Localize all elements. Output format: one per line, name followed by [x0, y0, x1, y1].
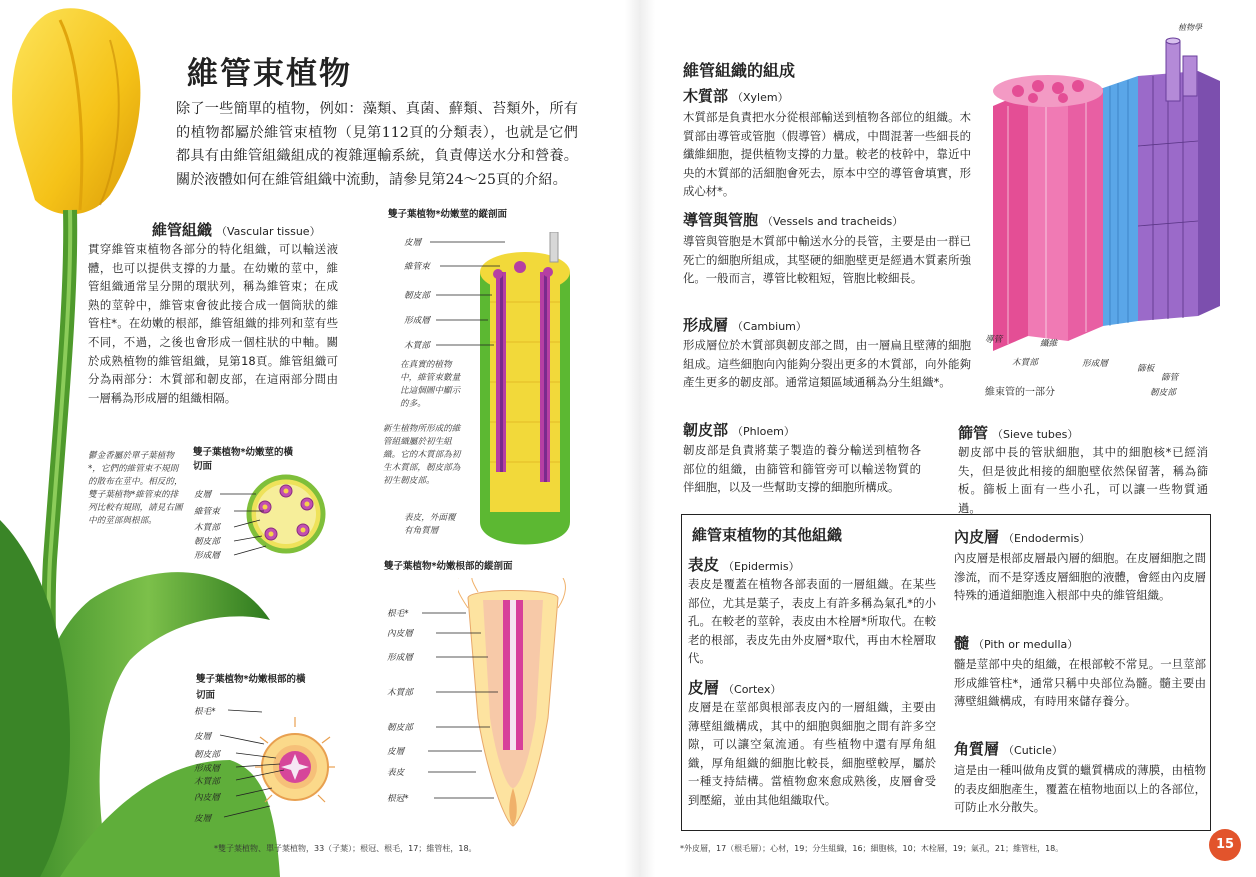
epidermis-body: 表皮是覆蓋在植物各部表面的一層組織。在某些部位，尤其是葉子，表皮上有許多稱為氣孔*的小孔。在較老的莖幹，表皮由木栓層*所取代。在較老的根部，表皮先由外皮層*取代，再由木栓層取代。 — [688, 577, 936, 666]
xylem-heading — [683, 85, 789, 106]
root-cross-leaders — [214, 706, 294, 826]
cambium-title: 形成層 — [683, 316, 729, 334]
stem-long-label-1: 皮層 — [404, 238, 422, 248]
cuticle-title: 角質層 — [954, 740, 1000, 758]
root-long-label-8: 根冠* — [387, 794, 409, 804]
stem-long-note-3: 表皮，外面覆有角質層 — [404, 513, 456, 536]
diagram-label-7: 韌皮部 — [1150, 388, 1176, 398]
root-cross-label-5: 木質部 — [194, 777, 220, 787]
diagram-label-3: 木質部 — [1012, 358, 1038, 368]
composition-title: 維管組織的組成 — [683, 61, 796, 80]
vascular-bundle-diagram — [988, 36, 1228, 366]
stem-cross-label-4: 韌皮部 — [194, 537, 220, 547]
cortex-heading — [688, 676, 781, 698]
stem-long-label-3: 韌皮部 — [404, 291, 430, 301]
xylem-title-en: （Xylem） — [732, 91, 789, 104]
stem-cross-leaders — [212, 490, 272, 560]
stem-long-leaders — [430, 238, 510, 348]
vessels-title: 導管與管胞 — [683, 211, 759, 229]
cortex-body: 皮層是在莖部與根部表皮內的一層組織，主要由薄壁組織構成，其中的細胞與細胞之間有許多空隙，可以讓空氣流通。有些植物中還有厚角組織，厚角組織的細胞比較長，細胞壁較厚，屬於一種支持結構。當植物愈來愈成熟後，皮層會受到壓縮，並由其他組織取代。 — [688, 700, 936, 807]
stem-cross-label-5: 形成層 — [194, 551, 220, 561]
epidermis-title-en: （Epidermis） — [723, 560, 800, 573]
stem-long-caption: 雙子葉植物*幼嫩莖的縱剖面 — [388, 209, 507, 220]
sieve-title-en: （Sieve tubes） — [992, 428, 1079, 441]
vessels-body: 導管與管胞是木質部中輸送水分的長管，主要是由一群已死亡的細胞所組成，其堅硬的細胞壁更是經過木質素所強化。一般而言，導管比較粗短，管胞比較細長。 — [683, 234, 971, 286]
stem-cross-caption: 雙子葉植物*幼嫩莖的橫切面 — [193, 447, 293, 472]
cuticle-body: 這是由一種叫做角皮質的蠟質構成的薄膜，由植物的表皮細胞產生，覆蓋在植物地面以上的各部位，可防止水分散失。 — [954, 763, 1206, 815]
sieve-body: 韌皮部中長的管狀細胞，其中的細胞核*已經消失，但是彼此相接的細胞壁依然保留著，稱為篩板。篩板上面有一些小孔，可以讓一些物質通過。 — [958, 445, 1208, 515]
vessels-heading — [683, 209, 903, 230]
epidermis-title: 表皮 — [688, 556, 720, 574]
cambium-heading — [683, 314, 807, 335]
root-long-label-3: 形成層 — [387, 653, 413, 663]
root-long-label-2: 內皮層 — [387, 629, 413, 639]
vascular-title-en: （Vascular tissue） — [216, 225, 321, 238]
tulip-note: 鬱金香屬於單子葉植物*，它們的維管束不規則的散布在莖中。相反的，雙子葉植物*維管束的排列比較有規則，請見右圖中的莖部與根部。 — [88, 451, 183, 526]
root-long-label-4: 木質部 — [387, 688, 413, 698]
stem-long-label-2: 維管束 — [404, 262, 430, 272]
header-tag: 植物學 — [1178, 23, 1202, 32]
section-heading-vascular — [152, 219, 321, 240]
diagram-label-5: 篩板 — [1137, 364, 1155, 374]
pith-title: 髓 — [954, 634, 970, 652]
right-footnote: *外皮層，17（根毛層）；心材，19；分生組織，16；細胞核，10；木栓層，19；氣孔，21；維管柱，18。 — [680, 844, 1064, 853]
pith-body: 髓是莖部中央的組織，在根部較不常見。一旦莖部形成維管柱*，通常只稱中央部位為髓。髓主要由薄壁組織構成，有時用來儲存養分。 — [954, 657, 1206, 709]
box-title: 維管束植物的其他組織 — [692, 526, 843, 544]
sieve-title: 篩管 — [958, 424, 989, 442]
diagram-label-6: 篩管 — [1161, 373, 1179, 383]
endodermis-heading — [954, 526, 1090, 547]
root-long-caption: 雙子葉植物*幼嫩根部的縱剖面 — [384, 561, 513, 572]
cuticle-heading — [954, 738, 1063, 759]
cambium-title-en: （Cambium） — [732, 320, 807, 333]
endodermis-title: 內皮層 — [954, 528, 1000, 546]
diagram-caption: 維束管的一部分 — [985, 387, 1055, 398]
stem-cross-label-2: 維管束 — [194, 507, 220, 517]
page-gutter — [625, 0, 655, 877]
vessels-title-en: （Vessels and tracheids） — [762, 215, 904, 228]
diagram-label-1: 導管 — [985, 335, 1003, 345]
cuticle-title-en: （Cuticle） — [1003, 744, 1063, 757]
phloem-title-en: （Phloem） — [732, 425, 795, 438]
root-long-label-7: 表皮 — [387, 768, 405, 778]
vascular-title: 維管組織 — [152, 221, 213, 239]
root-cross-label-3: 韌皮部 — [194, 750, 220, 760]
cortex-title: 皮層 — [688, 679, 720, 697]
endodermis-body: 內皮層是根部皮層最內層的細胞。在皮層細胞之間滲流，而不是穿透皮層細胞的液體，會經由內皮層特殊的通道細胞進入根部中央的維管組織。 — [954, 551, 1206, 603]
root-long-label-6: 皮層 — [387, 747, 405, 757]
intro-paragraph: 除了一些簡單的植物，例如：藻類、真菌、蘚類、苔類外，所有的植物都屬於維管束植物（見第112頁的分類表），也就是它們都具有由維管組織組成的複雜運輸系統，負責傳送水分和營養。關於液體如何在維管組織中流動，請參見第24～25頁的介紹。 — [176, 101, 578, 188]
root-cross-label-1: 根毛* — [194, 707, 216, 717]
stem-long-label-5: 木質部 — [404, 341, 430, 351]
cortex-title-en: （Cortex） — [723, 683, 782, 696]
phloem-body: 韌皮部是負責將葉子製造的養分輸送到植物各部位的組織，由篩管和篩管旁可以輸送物質的伴細胞，以及一些幫助支撐的細胞所構成。 — [683, 443, 921, 495]
root-long-label-1: 根毛* — [387, 609, 409, 619]
pith-heading — [954, 632, 1078, 653]
cambium-body: 形成層位於木質部與韌皮部之間，由一層扁且壁薄的細胞組成。這些細胞向內能夠分裂出更多的木質部，向外能夠產生更多的韌皮部。通常這類區域通稱為分生組織*。 — [683, 338, 971, 390]
phloem-heading — [683, 419, 795, 440]
vascular-body: 貫穿維管束植物各部分的特化組織，可以輸送液體，也可以提供支撐的力量。在幼嫩的莖中，維管組織通常呈分開的環狀列，稱為維管束；在成熟的莖幹中，維管束會彼此接合成一個筒狀的維管柱*。在幼嫩的根部，維管組織的排列和莖有些不同，不過，之後也會形成一個柱狀的中軸。關於成熟植物的維管組織，見第18頁。維管組織可分為兩部分：木質部和韌皮部，在這兩部分間由一層稱為形成層的組織相隔。 — [88, 242, 338, 405]
stem-long-label-4: 形成層 — [404, 316, 430, 326]
stem-long-note: 在真實的植物中，維管束數量比這個圖中顯示的多。 — [400, 360, 461, 409]
xylem-title: 木質部 — [683, 87, 729, 105]
root-long-leaders — [416, 609, 506, 809]
pith-title-en: （Pith or medulla） — [973, 638, 1079, 651]
root-cross-label-4: 形成層 — [194, 764, 220, 774]
page-number: 15 — [1209, 829, 1241, 861]
epidermis-heading — [688, 553, 800, 575]
endodermis-title-en: （Endodermis） — [1003, 532, 1091, 545]
page-title: 維管束植物 — [187, 56, 352, 92]
xylem-body: 木質部是負責把水分從根部輸送到植物各部位的組織。木質部由導管或管胞（假導管）構成，中間混著一些細長的纖維細胞，提供植物支撐的力量。較老的枝幹中，靠近中央的木質部的活細胞會死去，原本中空的導管會填實，形成心材*。 — [683, 110, 971, 199]
stem-cross-label-1: 皮層 — [194, 490, 212, 500]
root-cross-label-2: 皮層 — [194, 732, 212, 742]
sieve-heading — [958, 422, 1078, 443]
root-cross-label-7: 皮層 — [194, 814, 212, 824]
phloem-title: 韌皮部 — [683, 421, 729, 439]
diagram-label-2: 纖維 — [1040, 339, 1058, 349]
left-footnote: *雙子葉植物、單子葉植物，33（子葉）；根冠、根毛，17；維管柱，18。 — [214, 844, 477, 853]
stem-long-note-2: 新生植物所形成的維管組織屬於初生組織。它的木質部為初生木質部，韌皮部為初生韌皮部。 — [383, 424, 461, 486]
root-cross-label-6: 內皮層 — [194, 793, 220, 803]
root-long-label-5: 韌皮部 — [387, 723, 413, 733]
diagram-label-4: 形成層 — [1082, 359, 1108, 369]
root-cross-caption: 雙子葉植物*幼嫩根部的橫切面 — [196, 674, 306, 701]
stem-cross-label-3: 木質部 — [194, 523, 220, 533]
